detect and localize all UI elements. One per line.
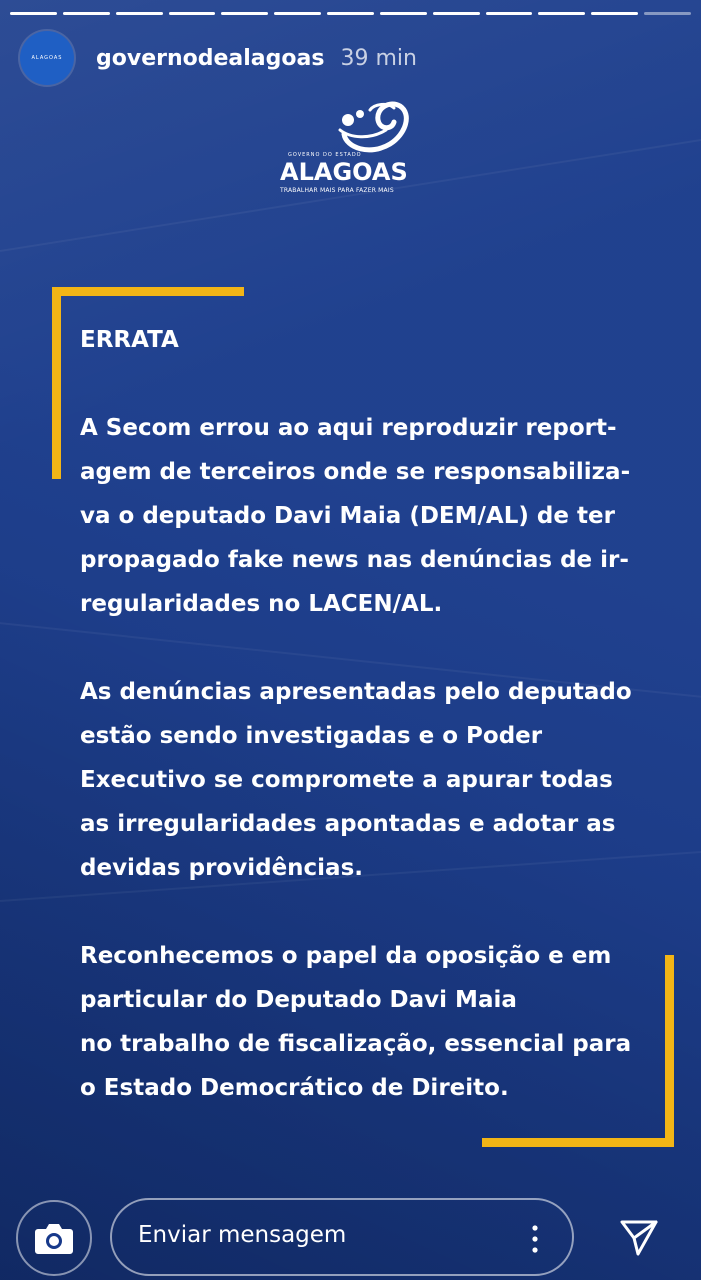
send-icon[interactable] xyxy=(616,1214,660,1258)
more-vertical-icon[interactable] xyxy=(532,1224,538,1254)
frame-bracket-bottom-right xyxy=(665,955,674,1147)
post-line: o Estado Democrático de Direito. xyxy=(80,1075,509,1101)
progress-segment xyxy=(221,12,268,15)
post-line: estão sendo investigadas e o Poder xyxy=(80,723,543,749)
alagoas-logo xyxy=(270,100,420,200)
avatar[interactable] xyxy=(20,31,74,85)
post-line: propagado fake news nas denúncias de ir- xyxy=(80,547,629,573)
progress-segment xyxy=(274,12,321,15)
frame-bracket-top-left xyxy=(52,287,61,479)
progress-segment xyxy=(486,12,533,15)
post-line: As denúncias apresentadas pelo deputado xyxy=(80,679,632,705)
progress-segment xyxy=(10,12,57,15)
post-line: no trabalho de fiscalização, essencial para xyxy=(80,1031,632,1057)
message-input[interactable] xyxy=(110,1198,574,1276)
post-line: regularidades no LACEN/AL. xyxy=(80,591,443,617)
progress-segment xyxy=(538,12,585,15)
story-reply-bar xyxy=(0,1196,701,1280)
progress-segment xyxy=(433,12,480,15)
progress-segment xyxy=(380,12,427,15)
post-line: va o deputado Davi Maia (DEM/AL) de ter xyxy=(80,503,615,529)
post-line: particular do Deputado Davi Maia xyxy=(80,987,517,1013)
logo-subtitle: GOVERNO DO ESTADO xyxy=(288,152,362,158)
post-line: as irregularidades apontadas e adotar as xyxy=(80,811,616,837)
story-progress-bar xyxy=(10,12,691,16)
progress-segment xyxy=(591,12,638,15)
logo-name: ALAGOAS xyxy=(280,158,408,186)
post-time: 39 min xyxy=(340,45,417,71)
post-line: Reconhecemos o papel da oposição e em xyxy=(80,943,612,969)
avatar-text: ALAGOAS xyxy=(31,55,63,61)
progress-segment xyxy=(116,12,163,15)
progress-segment xyxy=(63,12,110,15)
frame-bracket-top-left xyxy=(52,287,244,296)
progress-segment xyxy=(169,12,216,15)
post-line: Executivo se compromete a apurar todas xyxy=(80,767,613,793)
post-content xyxy=(80,318,660,1110)
post-line: A Secom errou ao aqui reproduzir report- xyxy=(80,415,617,441)
alagoas-emblem-icon xyxy=(330,100,420,160)
story-header xyxy=(20,30,417,86)
logo-slogan: TRABALHAR MAIS PARA FAZER MAIS xyxy=(280,187,394,194)
frame-bracket-bottom-right xyxy=(482,1138,674,1147)
progress-segment xyxy=(327,12,374,15)
progress-segment xyxy=(644,12,691,15)
camera-icon xyxy=(34,1221,74,1255)
post-line: agem de terceiros onde se responsabiliza- xyxy=(80,459,631,485)
message-placeholder: Enviar mensagem xyxy=(138,1222,347,1248)
username[interactable]: governodealagoas xyxy=(96,45,325,71)
camera-button[interactable] xyxy=(16,1200,92,1276)
post-title: ERRATA xyxy=(80,327,179,353)
post-line: devidas providências. xyxy=(80,855,364,881)
